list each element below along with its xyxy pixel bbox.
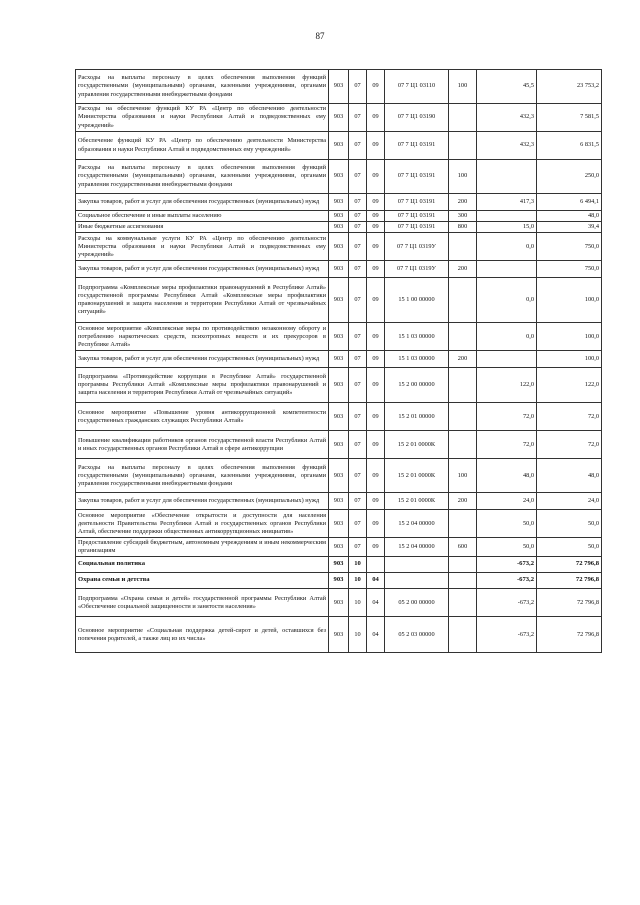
row-section-code: 10 [349, 589, 367, 617]
table-row [76, 617, 602, 653]
table-row [76, 70, 602, 104]
row-name: Основное мероприятие «Повышение уровня антикоррупционной компетентности государственных гражданских служащих Республики Алтай» [76, 403, 329, 431]
row-subsection-code [367, 557, 385, 573]
table-row [76, 459, 602, 493]
table-row [76, 573, 602, 589]
row-section-code: 07 [349, 351, 367, 368]
row-name: Расходы на коммунальные услуги КУ РА «Центр по обеспечению деятельности Министерства образования и науки Республики Алтай и подведомственных ему учреждений» [76, 233, 329, 261]
table-row [76, 323, 602, 351]
row-subsection-code: 09 [367, 233, 385, 261]
row-amount-change: -673,2 [477, 617, 537, 653]
row-expense-type [449, 431, 477, 459]
row-name: Предоставление субсидий бюджетным, автономным учреждениям и иным некоммерческим организациям [76, 538, 329, 557]
table-body [76, 70, 602, 653]
row-section-code: 07 [349, 104, 367, 132]
row-target-article: 07 7 Ц1 0319У [385, 261, 449, 278]
row-grbs-code: 903 [329, 222, 349, 233]
row-expense-type [449, 132, 477, 160]
row-subsection-code: 09 [367, 431, 385, 459]
row-amount-change: 15,0 [477, 222, 537, 233]
row-grbs-code: 903 [329, 104, 349, 132]
row-amount-total: 100,0 [537, 351, 602, 368]
row-expense-type [449, 323, 477, 351]
row-amount-change: -673,2 [477, 573, 537, 589]
row-subsection-code: 09 [367, 222, 385, 233]
row-name: Закупка товаров, работ и услуг для обеспечения государственных (муниципальных) нужд [76, 194, 329, 211]
table-row [76, 233, 602, 261]
row-expense-type [449, 403, 477, 431]
row-grbs-code: 903 [329, 589, 349, 617]
row-amount-change: -673,2 [477, 557, 537, 573]
table-row [76, 160, 602, 194]
row-amount-total: 122,0 [537, 368, 602, 403]
row-grbs-code: 903 [329, 617, 349, 653]
row-amount-change: 432,3 [477, 132, 537, 160]
row-section-code: 07 [349, 459, 367, 493]
row-expense-type: 200 [449, 351, 477, 368]
table-row [76, 368, 602, 403]
row-section-code: 07 [349, 510, 367, 538]
row-name: Основное мероприятие «Социальная поддержка детей-сирот и детей, оставшихся без попечения родителей, а также лиц из их числа» [76, 617, 329, 653]
row-name: Подпрограмма «Комплексные меры профилактики правонарушений в Республике Алтай» государственной программы Республики Алтай «Комплексные меры профилактики правонарушений и защита населения и территории Республики Алтай от чрезвычайных ситуаций» [76, 278, 329, 323]
row-subsection-code: 09 [367, 403, 385, 431]
row-grbs-code: 903 [329, 573, 349, 589]
row-name: Расходы на выплаты персоналу в целях обеспечения выполнения функций государственными (муниципальными) органами, казенными учреждениями, органами управления государственными внебюджетными фондами [76, 70, 329, 104]
row-name: Подпрограмма «Противодействие коррупции в Республике Алтай» государственной программы Республики Алтай «Комплексные меры профилактики правонарушений и защита населения и территории Республики Алтай от чрезвычайных ситуаций» [76, 368, 329, 403]
row-expense-type [449, 510, 477, 538]
row-subsection-code: 09 [367, 70, 385, 104]
row-subsection-code: 04 [367, 589, 385, 617]
row-name: Социальная политика [76, 557, 329, 573]
row-section-code: 07 [349, 211, 367, 222]
row-section-code: 07 [349, 323, 367, 351]
row-subsection-code: 09 [367, 261, 385, 278]
row-subsection-code: 09 [367, 160, 385, 194]
row-subsection-code: 09 [367, 132, 385, 160]
row-amount-change: 417,3 [477, 194, 537, 211]
row-subsection-code: 09 [367, 323, 385, 351]
row-target-article: 15 2 01 0000К [385, 459, 449, 493]
row-name: Подпрограмма «Охрана семьи и детей» государственной программы Республики Алтай «Обеспечение социальной защищенности и занятости населения» [76, 589, 329, 617]
row-section-code: 10 [349, 557, 367, 573]
row-amount-total: 72 796,8 [537, 589, 602, 617]
table-row [76, 493, 602, 510]
row-amount-change: 0,0 [477, 233, 537, 261]
table-row [76, 132, 602, 160]
row-name: Расходы на обеспечение функций КУ РА «Центр по обеспечению деятельности Министерства образования и науки Республики Алтай и подведомственных ему учреждений» [76, 104, 329, 132]
row-section-code: 07 [349, 403, 367, 431]
row-grbs-code: 903 [329, 233, 349, 261]
row-amount-total: 72,0 [537, 431, 602, 459]
row-grbs-code: 903 [329, 510, 349, 538]
row-amount-total: 72 796,8 [537, 617, 602, 653]
row-grbs-code: 903 [329, 538, 349, 557]
table-row [76, 403, 602, 431]
row-grbs-code: 903 [329, 351, 349, 368]
row-name: Иные бюджетные ассигнования [76, 222, 329, 233]
row-target-article: 15 2 01 0000К [385, 493, 449, 510]
row-subsection-code: 09 [367, 368, 385, 403]
row-amount-change: 0,0 [477, 278, 537, 323]
row-expense-type: 200 [449, 194, 477, 211]
row-amount-total: 750,0 [537, 261, 602, 278]
row-amount-change: 45,5 [477, 70, 537, 104]
row-amount-change [477, 160, 537, 194]
row-grbs-code: 903 [329, 493, 349, 510]
row-target-article [385, 573, 449, 589]
table-row [76, 351, 602, 368]
row-name: Охрана семьи и детства [76, 573, 329, 589]
page-number: 87 [315, 31, 325, 41]
row-section-code: 07 [349, 261, 367, 278]
row-expense-type: 100 [449, 70, 477, 104]
row-expense-type [449, 278, 477, 323]
row-grbs-code: 903 [329, 459, 349, 493]
table-row [76, 104, 602, 132]
row-section-code: 07 [349, 70, 367, 104]
table-row [76, 194, 602, 211]
row-amount-change: 48,0 [477, 459, 537, 493]
row-section-code: 10 [349, 573, 367, 589]
row-expense-type [449, 104, 477, 132]
row-target-article: 15 1 00 00000 [385, 278, 449, 323]
row-amount-total: 100,0 [537, 278, 602, 323]
row-grbs-code: 903 [329, 70, 349, 104]
row-expense-type [449, 557, 477, 573]
row-section-code: 07 [349, 493, 367, 510]
row-subsection-code: 04 [367, 573, 385, 589]
row-subsection-code: 09 [367, 278, 385, 323]
row-expense-type: 100 [449, 160, 477, 194]
row-amount-total: 250,0 [537, 160, 602, 194]
row-subsection-code: 09 [367, 104, 385, 132]
row-section-code: 07 [349, 222, 367, 233]
row-grbs-code: 903 [329, 261, 349, 278]
table-row [76, 538, 602, 557]
row-target-article: 15 1 03 00000 [385, 323, 449, 351]
row-amount-change [477, 261, 537, 278]
row-grbs-code: 903 [329, 431, 349, 459]
row-name: Основное мероприятие «Обеспечение открытости и доступности для населения деятельности Правительства Республики Алтай и государственных органов Республики Алтай, обеспечение поддержки общественных антикоррупционных инициатив» [76, 510, 329, 538]
row-section-code: 07 [349, 431, 367, 459]
row-expense-type: 200 [449, 261, 477, 278]
row-amount-change: 72,0 [477, 403, 537, 431]
table-row [76, 278, 602, 323]
table-row [76, 431, 602, 459]
table-row [76, 557, 602, 573]
table-row [76, 222, 602, 233]
row-amount-total: 72 796,8 [537, 573, 602, 589]
row-name: Повышение квалификации работников органов государственной власти Республики Алтай и иных государственных органов Республики Алтай в сфере антикоррупции [76, 431, 329, 459]
row-expense-type [449, 589, 477, 617]
row-amount-change: -673,2 [477, 589, 537, 617]
row-target-article: 07 7 Ц1 03191 [385, 160, 449, 194]
row-target-article: 15 2 04 00000 [385, 510, 449, 538]
row-amount-change [477, 211, 537, 222]
table-row [76, 589, 602, 617]
row-name: Закупка товаров, работ и услуг для обеспечения государственных (муниципальных) нужд [76, 493, 329, 510]
row-target-article: 07 7 Ц1 0319У [385, 233, 449, 261]
row-target-article: 07 7 Ц1 03190 [385, 104, 449, 132]
row-expense-type [449, 233, 477, 261]
row-name: Социальное обеспечение и иные выплаты населению [76, 211, 329, 222]
row-section-code: 10 [349, 617, 367, 653]
row-amount-total: 6 494,1 [537, 194, 602, 211]
budget-table [75, 69, 602, 653]
row-amount-total: 6 831,5 [537, 132, 602, 160]
row-target-article: 05 2 00 00000 [385, 589, 449, 617]
row-amount-change: 50,0 [477, 538, 537, 557]
row-section-code: 07 [349, 132, 367, 160]
row-amount-total: 23 753,2 [537, 70, 602, 104]
row-amount-total: 100,0 [537, 323, 602, 351]
row-target-article: 15 2 04 00000 [385, 538, 449, 557]
row-amount-change: 122,0 [477, 368, 537, 403]
row-name: Обеспечение функций КУ РА «Центр по обеспечению деятельности Министерства образования и науки Республики Алтай и подведомственных ему учреждений» [76, 132, 329, 160]
row-section-code: 07 [349, 194, 367, 211]
row-subsection-code: 09 [367, 510, 385, 538]
row-expense-type [449, 617, 477, 653]
row-expense-type: 800 [449, 222, 477, 233]
row-amount-total: 48,0 [537, 459, 602, 493]
row-expense-type: 100 [449, 459, 477, 493]
row-subsection-code: 09 [367, 538, 385, 557]
row-amount-total: 50,0 [537, 510, 602, 538]
row-section-code: 07 [349, 278, 367, 323]
row-target-article [385, 557, 449, 573]
row-expense-type: 300 [449, 211, 477, 222]
row-grbs-code: 903 [329, 160, 349, 194]
table-row [76, 261, 602, 278]
row-amount-total: 39,4 [537, 222, 602, 233]
row-amount-total: 72 796,8 [537, 557, 602, 573]
row-grbs-code: 903 [329, 557, 349, 573]
row-section-code: 07 [349, 368, 367, 403]
row-subsection-code: 09 [367, 194, 385, 211]
row-target-article: 07 7 Ц1 03191 [385, 194, 449, 211]
row-target-article: 15 2 01 00000 [385, 403, 449, 431]
table-row [76, 211, 602, 222]
row-section-code: 07 [349, 538, 367, 557]
row-amount-change [477, 351, 537, 368]
row-amount-total: 50,0 [537, 538, 602, 557]
row-target-article: 07 7 Ц1 03191 [385, 132, 449, 160]
row-amount-change: 50,0 [477, 510, 537, 538]
row-target-article: 05 2 03 00000 [385, 617, 449, 653]
row-subsection-code: 09 [367, 351, 385, 368]
row-name: Расходы на выплаты персоналу в целях обеспечения выполнения функций государственными (муниципальными) органами, казенными учреждениями, органами управления государственными внебюджетными фондами [76, 160, 329, 194]
row-target-article: 15 2 01 0000К [385, 431, 449, 459]
row-subsection-code: 09 [367, 211, 385, 222]
row-grbs-code: 903 [329, 368, 349, 403]
row-amount-total: 7 581,5 [537, 104, 602, 132]
row-section-code: 07 [349, 233, 367, 261]
row-subsection-code: 09 [367, 493, 385, 510]
row-amount-total: 24,0 [537, 493, 602, 510]
row-name: Расходы на выплаты персоналу в целях обеспечения выполнения функций государственными (муниципальными) органами, казенными учреждениями, органами управления государственными внебюджетными фондами [76, 459, 329, 493]
row-name: Основное мероприятие «Комплексные меры по противодействию незаконному обороту и потреблению наркотических средств, психотропных веществ и их прекурсоров в Республике Алтай» [76, 323, 329, 351]
row-amount-change: 432,3 [477, 104, 537, 132]
row-expense-type: 200 [449, 493, 477, 510]
row-grbs-code: 903 [329, 132, 349, 160]
row-amount-total: 48,0 [537, 211, 602, 222]
row-amount-change: 72,0 [477, 431, 537, 459]
row-grbs-code: 903 [329, 194, 349, 211]
row-target-article: 15 1 03 00000 [385, 351, 449, 368]
row-target-article: 07 7 Ц1 03191 [385, 211, 449, 222]
row-name: Закупка товаров, работ и услуг для обеспечения государственных (муниципальных) нужд [76, 261, 329, 278]
row-expense-type: 600 [449, 538, 477, 557]
row-expense-type [449, 573, 477, 589]
row-grbs-code: 903 [329, 278, 349, 323]
row-subsection-code: 09 [367, 459, 385, 493]
row-amount-total: 72,0 [537, 403, 602, 431]
row-target-article: 07 7 Ц1 03110 [385, 70, 449, 104]
row-grbs-code: 903 [329, 403, 349, 431]
row-section-code: 07 [349, 160, 367, 194]
table-row [76, 510, 602, 538]
row-subsection-code: 04 [367, 617, 385, 653]
row-grbs-code: 903 [329, 211, 349, 222]
row-expense-type [449, 368, 477, 403]
row-amount-change: 24,0 [477, 493, 537, 510]
row-grbs-code: 903 [329, 323, 349, 351]
row-amount-change: 0,0 [477, 323, 537, 351]
row-amount-total: 750,0 [537, 233, 602, 261]
row-target-article: 07 7 Ц1 03191 [385, 222, 449, 233]
row-target-article: 15 2 00 00000 [385, 368, 449, 403]
row-name: Закупка товаров, работ и услуг для обеспечения государственных (муниципальных) нужд [76, 351, 329, 368]
